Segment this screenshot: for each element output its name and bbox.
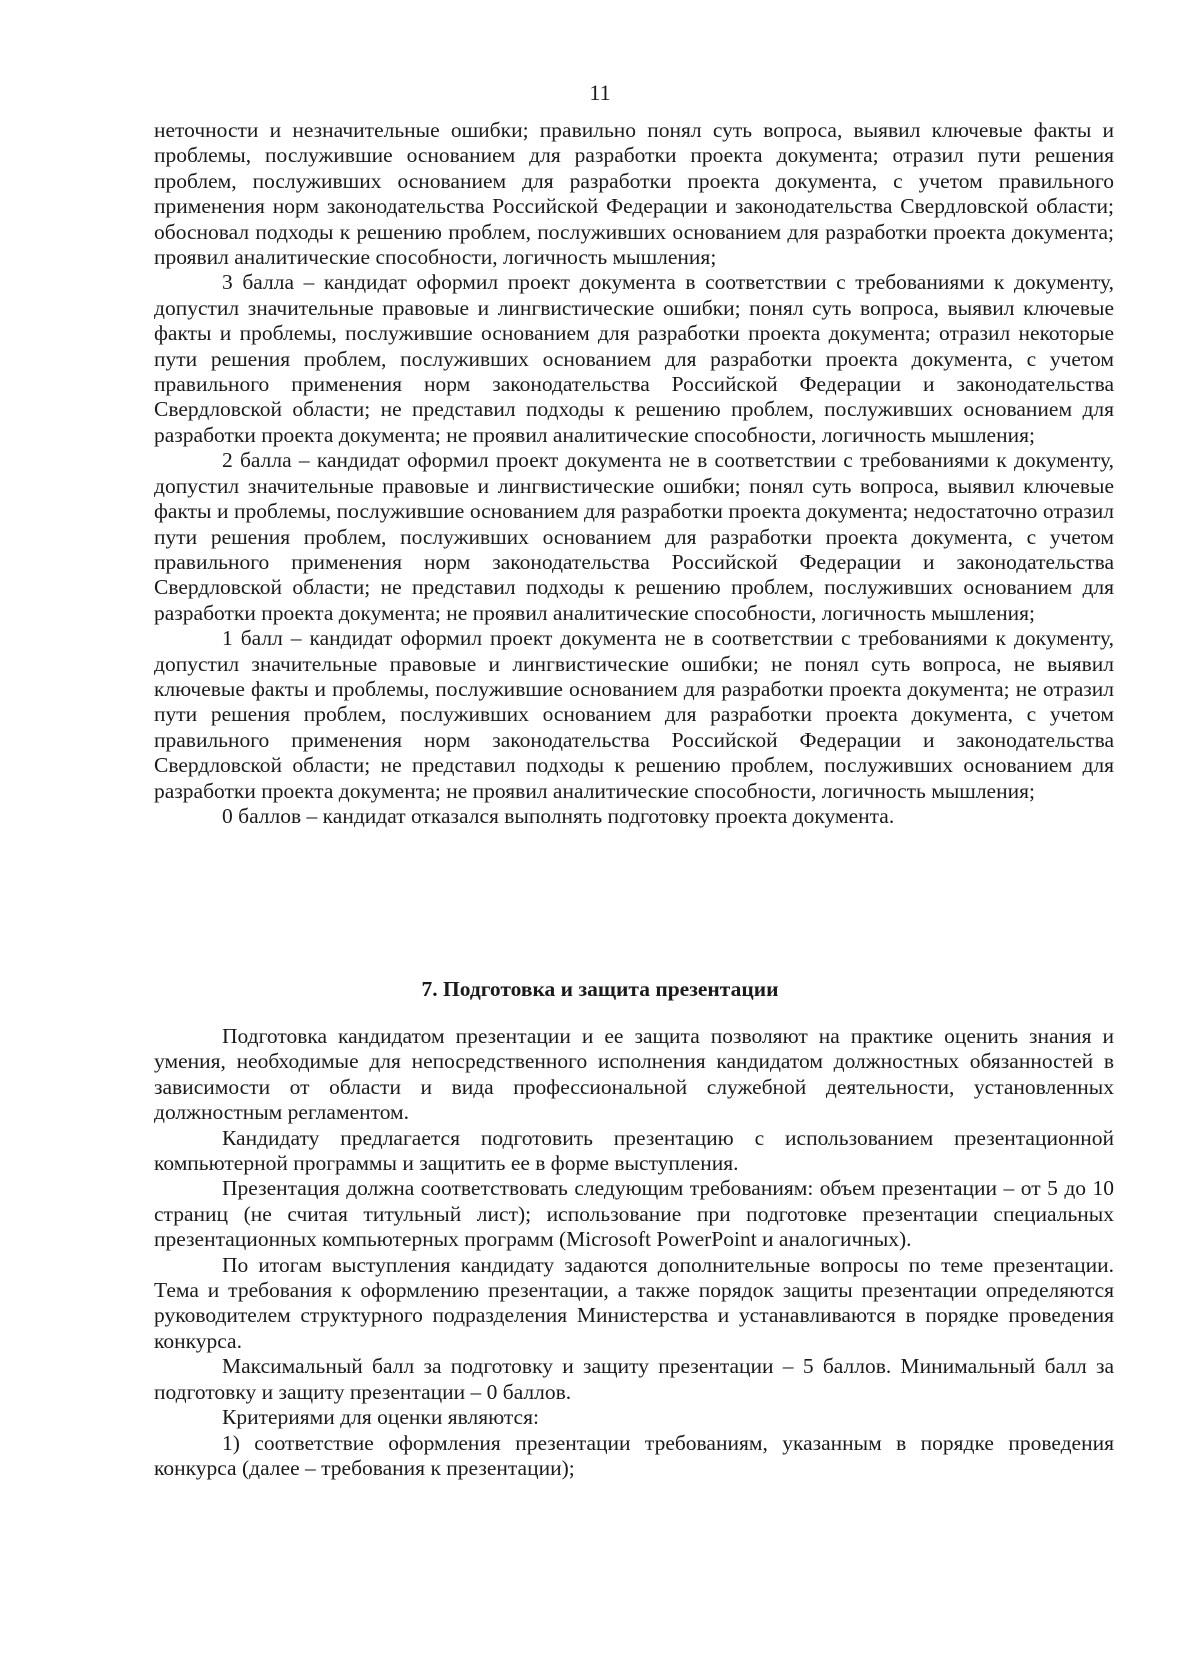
section-paragraph-task: Кандидату предлагается подготовить презентацию с использованием презентационной компьютерной программы и защитить ее в форме выступления. <box>154 1125 1114 1176</box>
criteria-paragraph-3-points: 3 балла – кандидат оформил проект документа в соответствии с требованиями к документу, допустил значительные правовые и лингвистические ошибки; понял суть вопроса, выявил ключевые факты и проблемы, послужившие основанием для разработки проекта документа; отразил некоторые пути решения проблем, послуживших основанием для разработки проекта документа, с учетом правильного применения норм законодательства Российской Федерации и законодательства Свердловской области; не представил подходы к решению проблем, послуживших основанием для разработки проекта документа; не проявил аналитические способности, логичность мышления; <box>154 270 1114 447</box>
criteria-paragraph-0-points: 0 баллов – кандидат отказался выполнять подготовку проекта документа. <box>222 803 895 828</box>
section-paragraph-criteria-intro: Критериями для оценки являются: <box>222 1405 539 1430</box>
section-heading: 7. Подготовка и защита презентации <box>421 977 779 1001</box>
criteria-block <box>154 118 1114 829</box>
page-number: 11 <box>589 80 611 105</box>
criteria-paragraph-1-point: 1 балл – кандидат оформил проект документа не в соответствии с требованиями к документу, допустил значительные правовые и лингвистические ошибки; не понял суть вопроса, не выявил ключевые факты и проблемы, послужившие основанием для разработки проекта документа; не отразил пути решения проблем, послуживших основанием для разработки проекта документа, с учетом правильного применения норм законодательства Российской Федерации и законодательства Свердловской области; не представил подходы к решению проблем, послуживших основанием для разработки проекта документа; не проявил аналитические способности, логичность мышления; <box>154 626 1114 803</box>
criteria-paragraph-2-points: 2 балла – кандидат оформил проект документа не в соответствии с требованиями к документу, допустил значительные правовые и лингвистические ошибки; понял суть вопроса, выявил ключевые факты и проблемы, послужившие основанием для разработки проекта документа; недостаточно отразил пути решения проблем, послуживших основанием для разработки проекта документа, с учетом правильного применения норм законодательства Российской Федерации и законодательства Свердловской области; не представил подходы к решению проблем, послуживших основанием для разработки проекта документа; не проявил аналитические способности, логичность мышления; <box>154 448 1114 625</box>
section-paragraph-intro: Подготовка кандидатом презентации и ее защита позволяют на практике оценить знания и умения, необходимые для непосредственного исполнения кандидатом должностных обязанностей в зависимости от области и вида профессиональной служебной деятельности, установленных должностным регламентом. <box>154 1024 1114 1125</box>
section-paragraph-questions: По итогам выступления кандидату задаются дополнительные вопросы по теме презентации. Тема и требования к оформлению презентации, а также порядок защиты презентации определяются руководителем структурного подразделения Министерства и устанавливаются в порядке проведения конкурса. <box>154 1252 1114 1353</box>
section-paragraph-requirements: Презентация должна соответствовать следующим требованиям: объем презентации – от 5 до 10 страниц (не считая титульный лист); использование при подготовке презентации специальных презентационных компьютерных программ (Microsoft PowerPoint и аналогичных). <box>154 1176 1114 1252</box>
section-paragraph-scoring: Максимальный балл за подготовку и защиту презентации – 5 баллов. Минимальный балл за подготовку и защиту презентации – 0 баллов. <box>154 1354 1114 1404</box>
criteria-paragraph-continuation: неточности и незначительные ошибки; правильно понял суть вопроса, выявил ключевые факты и проблемы, послужившие основанием для разработки проекта документа; отразил пути решения проблем, послуживших основанием для разработки проекта документа, с учетом правильного применения норм законодательства Российской Федерации и законодательства Свердловской области; обосновал подходы к решению проблем, послуживших основанием для разработки проекта документа; проявил аналитические способности, логичность мышления; <box>154 118 1114 270</box>
section-body <box>154 1024 1114 1481</box>
section-paragraph-criterion-1: 1) соответствие оформления презентации требованиям, указанным в порядке проведения конкурса (далее – требования к презентации); <box>154 1430 1114 1480</box>
